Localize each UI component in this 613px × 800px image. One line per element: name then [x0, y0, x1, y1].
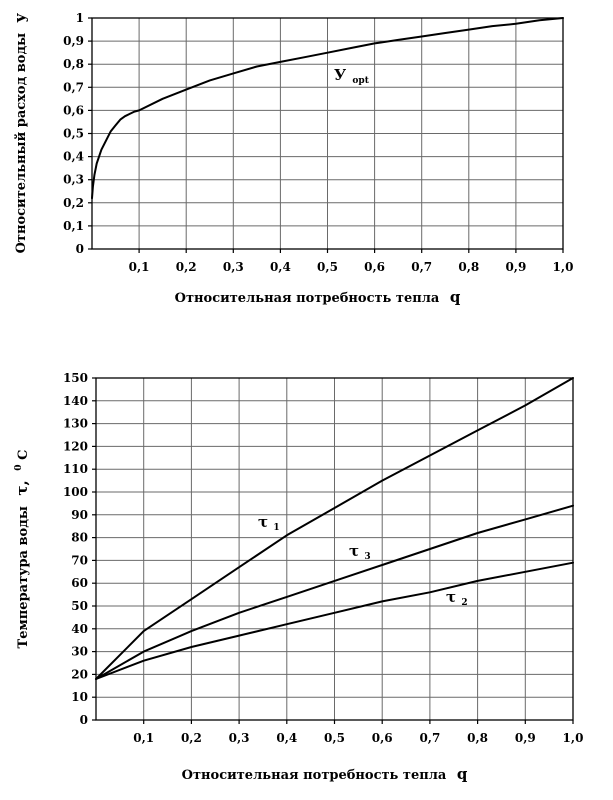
series-label-tau2-name: τ: [446, 588, 457, 606]
x-tick-label: 0,1: [133, 731, 155, 745]
x-axis-label: [175, 288, 461, 306]
chart-water-temperature: [10, 371, 583, 783]
x-tick-label: 1,0: [562, 731, 584, 745]
x-tick-label: 0,8: [467, 731, 489, 745]
x-tick-label: 0,5: [317, 260, 338, 274]
x-axis-label-var: q: [449, 288, 461, 306]
series-label-tau1-sub: 1: [273, 523, 280, 533]
series-label-tau2: [446, 588, 468, 608]
series-label-tau1: [258, 513, 280, 533]
x-tick-labels: [133, 720, 583, 745]
y-tick-label: 40: [71, 621, 88, 636]
y-tick-label: 90: [71, 507, 88, 522]
x-tick-label: 0,2: [180, 731, 202, 745]
x-tick-label: 0,4: [276, 731, 298, 745]
y-tick-label: 20: [71, 667, 88, 682]
y-tick-label: 0,5: [63, 126, 84, 141]
y-tick-label: 0,7: [63, 80, 84, 95]
chart-relative-water-flow: [11, 11, 573, 306]
y-tick-labels: [63, 11, 92, 256]
x-tick-label: 0,1: [128, 260, 150, 274]
y-tick-label: 80: [71, 530, 88, 545]
x-tick-label: 0,9: [505, 260, 527, 274]
x-axis-label: [182, 765, 468, 783]
y-tick-label: 100: [62, 485, 88, 499]
y-tick-label: 0,4: [63, 149, 84, 164]
y-tick-label: 120: [62, 439, 88, 454]
x-tick-labels: [129, 249, 574, 274]
x-axis-label-text: Относительная потребность тепла: [174, 291, 440, 306]
x-tick-label: 0,4: [269, 260, 291, 274]
y-tick-label: 0,1: [63, 218, 84, 233]
y-tick-label: 140: [62, 393, 88, 408]
y-tick-label: 0,8: [63, 57, 84, 72]
y-tick-label: 10: [71, 690, 88, 705]
y-tick-label: 0: [79, 713, 88, 727]
series-label-tau3: [349, 542, 371, 562]
series-label-tau3-sub: 3: [364, 552, 371, 562]
x-tick-label: 0,6: [371, 731, 393, 745]
y-tick-label: 150: [62, 371, 88, 385]
x-tick-label: 0,6: [364, 260, 386, 274]
y-tick-label: 0: [75, 242, 84, 256]
series-label-tau2-sub: 2: [461, 598, 468, 608]
series-label-y-opt-name: У: [334, 66, 347, 84]
x-tick-label: 0,8: [458, 260, 480, 274]
x-axis-label-text: Относительная потребность тепла: [181, 768, 447, 783]
y-tick-label: 0,6: [63, 103, 84, 118]
y-axis-label-var: y: [11, 13, 29, 23]
series-label-tau1-name: τ: [258, 513, 269, 531]
x-tick-label: 1,0: [552, 260, 574, 274]
y-tick-label: 60: [71, 576, 88, 591]
x-tick-label: 0,7: [419, 731, 441, 745]
x-tick-label: 0,3: [228, 731, 250, 745]
y-tick-label: 30: [71, 644, 88, 659]
y-axis-label-text: Относительный расход воды: [14, 32, 29, 254]
y-tick-label: 70: [71, 553, 88, 568]
y-axis-label-unit-sup: 0: [14, 464, 24, 471]
x-tick-label: 0,3: [222, 260, 244, 274]
x-tick-label: 0,7: [411, 260, 433, 274]
y-tick-label: 130: [62, 416, 88, 431]
y-axis-label: [11, 12, 29, 253]
y-axis-label-var: τ,: [13, 480, 31, 496]
grid-lines: [96, 378, 573, 720]
y-tick-label: 0,9: [63, 34, 84, 49]
x-tick-label: 0,2: [175, 260, 197, 274]
y-axis-label: [10, 450, 31, 649]
y-axis-label-text: Температура воды: [16, 506, 31, 649]
series-label-y-opt-sub: opt: [352, 76, 369, 86]
y-tick-label: 110: [62, 462, 88, 477]
y-axis-label-unit: C: [16, 449, 31, 460]
series-label-tau3-name: τ: [349, 542, 360, 560]
series-label-y-opt: [334, 66, 370, 86]
y-tick-label: 1: [75, 11, 84, 25]
y-tick-labels: [63, 371, 96, 727]
y-tick-label: 0,2: [63, 195, 84, 210]
x-tick-label: 0,5: [324, 731, 345, 745]
y-tick-label: 50: [71, 599, 88, 613]
x-tick-label: 0,9: [514, 731, 536, 745]
x-axis-label-var: q: [456, 765, 468, 783]
y-tick-label: 0,3: [63, 172, 84, 187]
